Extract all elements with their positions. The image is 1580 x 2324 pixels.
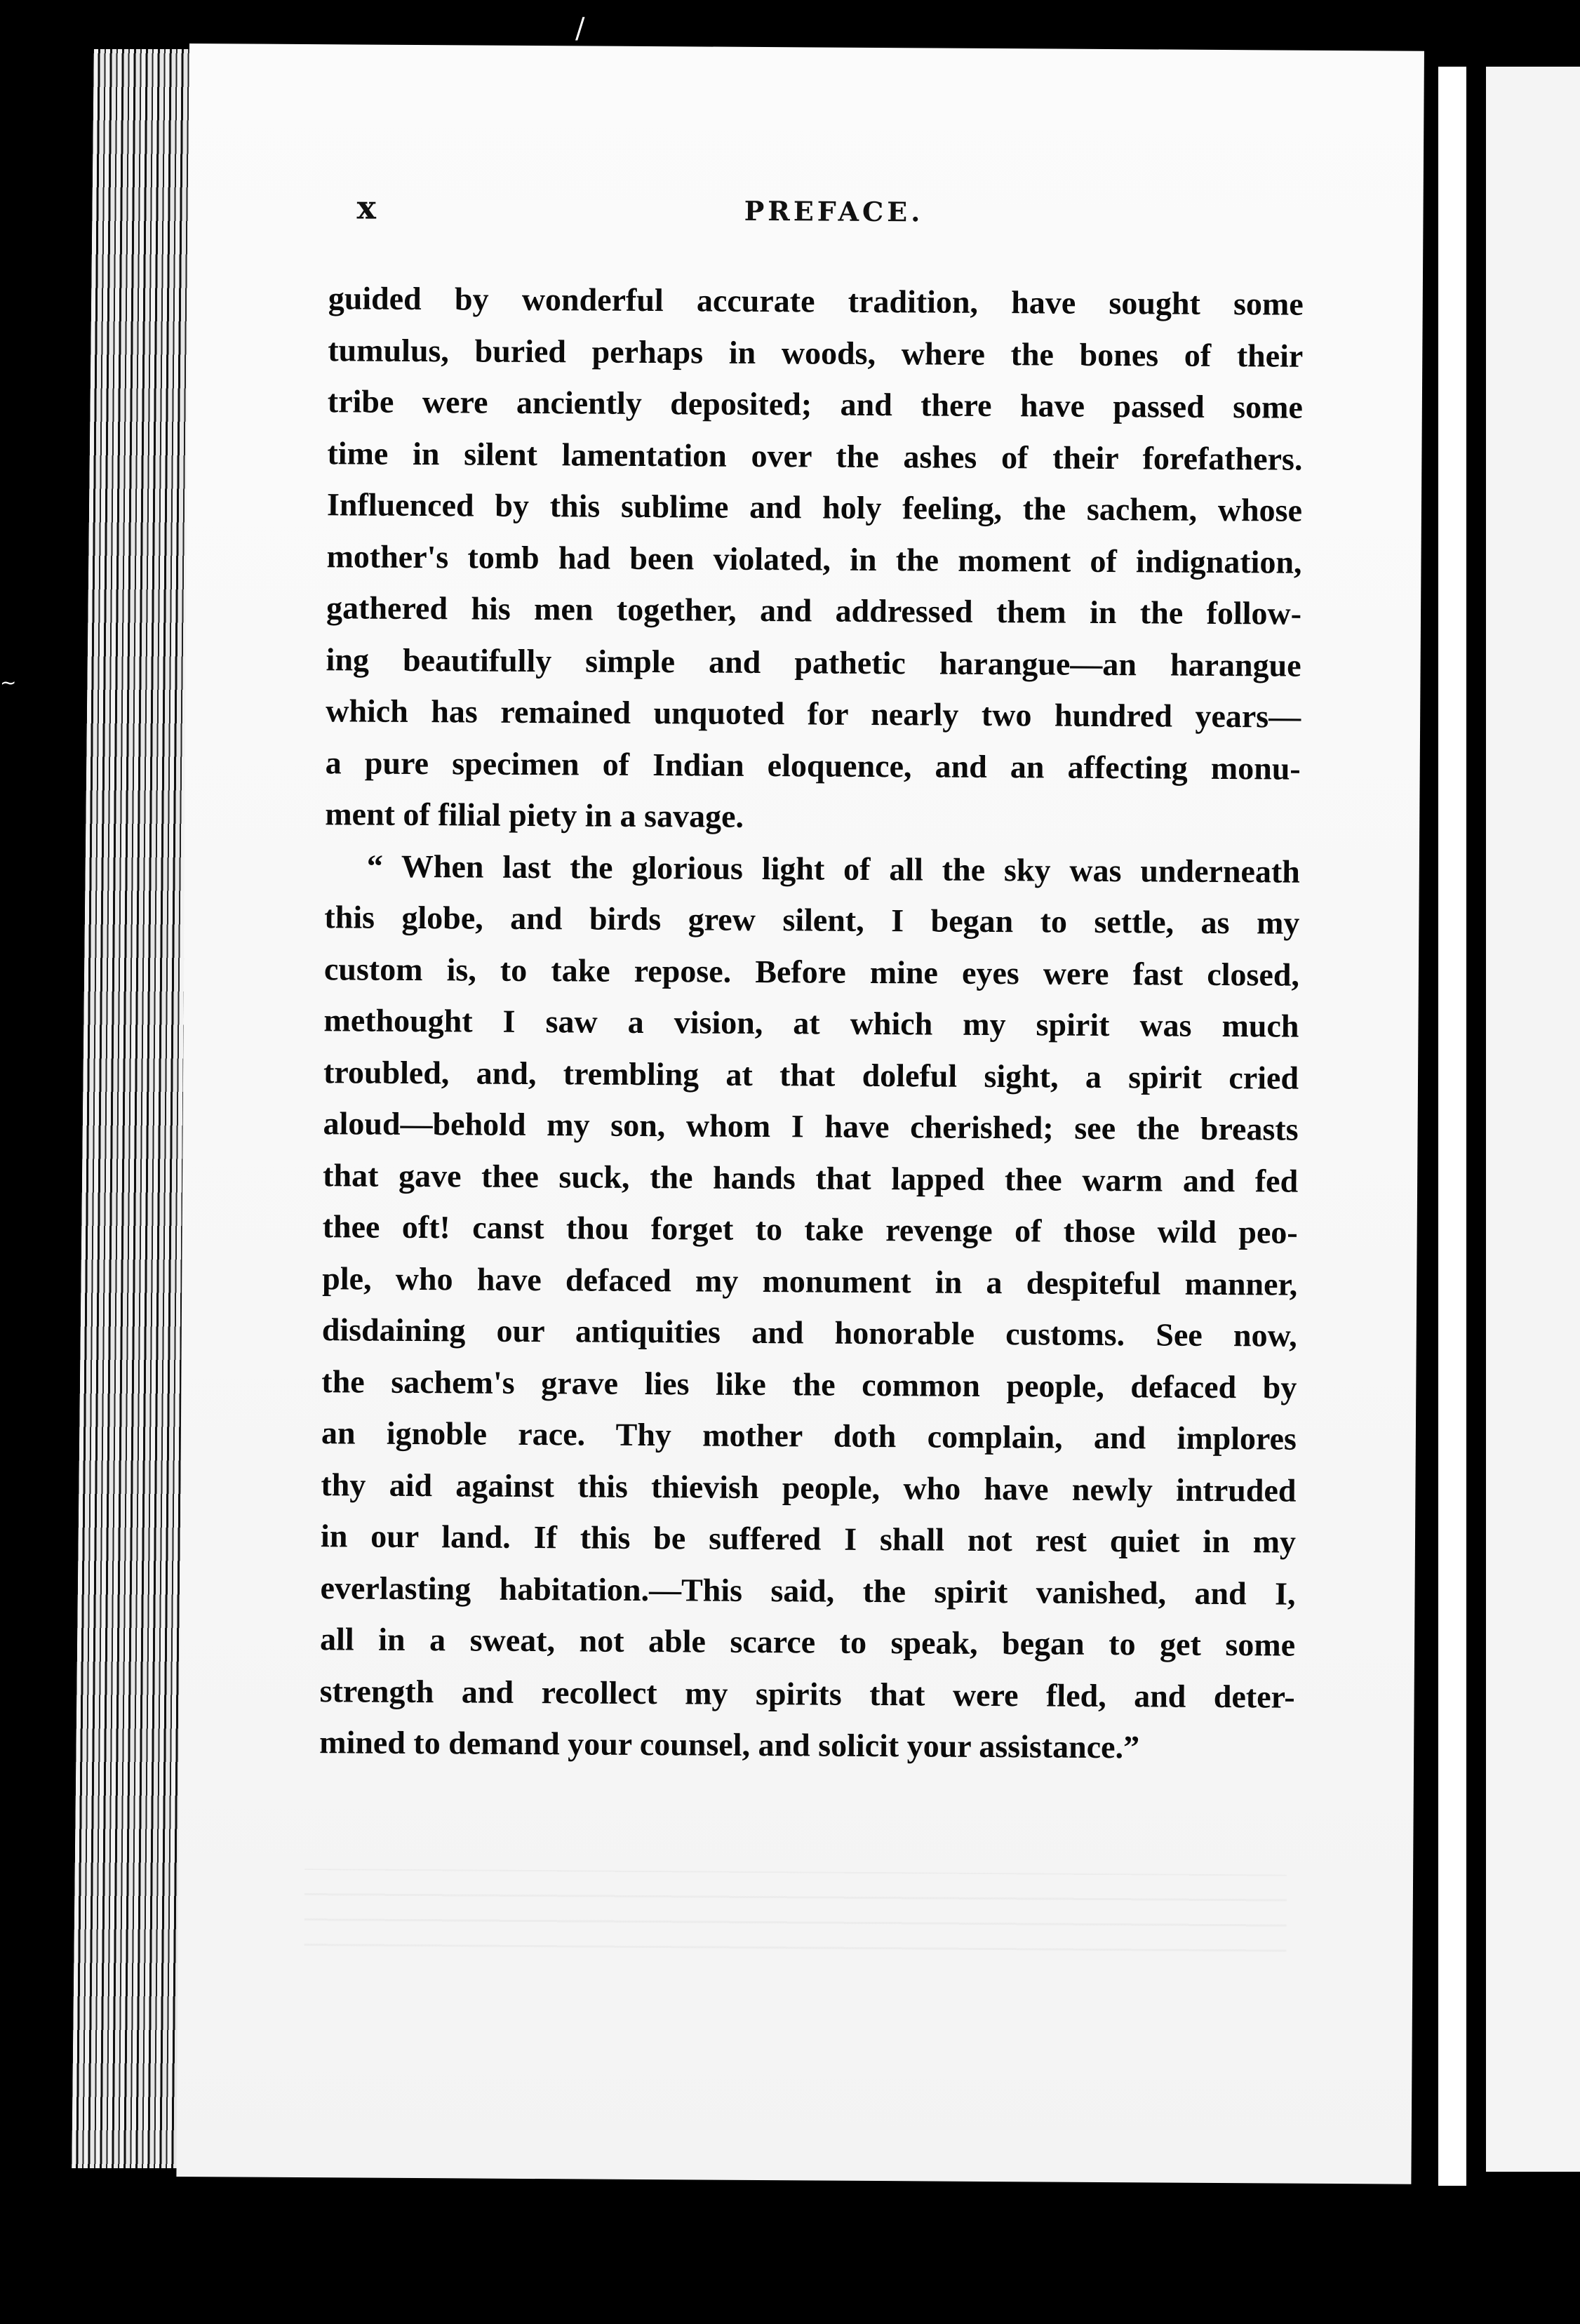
text-line: gathered his men together, and addressed them in the follow- (326, 589, 1302, 632)
page-number: x (356, 188, 377, 227)
text-line: “ When last the glorious light of all the sky was underneath (366, 848, 1300, 890)
text-line: troubled, and, trembling at that doleful sight, a spirit cried (323, 1053, 1299, 1096)
margin-smudge: ~ (0, 671, 17, 694)
text-line: time in silent lamentation over the ashes of their forefathers. (327, 434, 1303, 477)
text-line: Influenced by this sublime and holy feeling, the sachem, whose (326, 486, 1303, 528)
text-line: everlasting habitation.—This said, the spirit vanished, and I, (320, 1569, 1296, 1612)
text-line: thy aid against this thievish people, who have newly intruded (321, 1466, 1297, 1509)
text-line: methought I saw a vision, at which my spirit was much (323, 1002, 1299, 1044)
text-line: guided by wonderful accurate tradition, have sought some (328, 280, 1304, 322)
text-line: all in a sweat, not able scarce to speak, began to get some (319, 1621, 1296, 1663)
text-line: mined to demand your counsel, and solicit your assistance.” (319, 1724, 1140, 1765)
text-line: tumulus, buried perhaps in woods, where the bones of their (328, 331, 1304, 374)
corner-mark: / (575, 13, 585, 45)
text-line: disdaining our antiquities and honorable customs. See now, (321, 1311, 1297, 1354)
body-text (319, 272, 1304, 1774)
show-through-text (304, 1869, 1287, 1952)
running-head (356, 188, 1311, 236)
text-line: ple, who have defaced my monument in a despiteful manner, (322, 1260, 1298, 1302)
text-line: in our land. If this be suffered I shall not rest quiet in my (320, 1518, 1297, 1560)
text-line: an ignoble race. Thy mother doth complain, and implores (321, 1415, 1297, 1457)
text-line: aloud—behold my son, whom I have cherished; see the breasts (323, 1105, 1299, 1147)
text-line: a pure specimen of Indian eloquence, and an affecting monu- (325, 744, 1301, 787)
facing-page-strip (1486, 67, 1580, 2172)
text-line: thee oft! canst thou forget to take revenge of those wild peo- (322, 1208, 1298, 1250)
text-line: that gave thee suck, the hands that lapped thee warm and fed (322, 1156, 1299, 1199)
page-title: PREFACE. (744, 194, 924, 228)
book-page (176, 44, 1424, 2184)
text-line: this globe, and birds grew silent, I began to settle, as my (324, 899, 1300, 941)
text-line: strength and recollect my spirits that were fled, and deter- (319, 1672, 1295, 1715)
text-line: custom is, to take repose. Before mine eyes were fast closed, (323, 950, 1300, 993)
text-line: the sachem's grave lies like the common people, defaced by (321, 1363, 1297, 1405)
facing-page-edge (1438, 67, 1466, 2186)
text-line: tribe were anciently deposited; and there have passed some (327, 383, 1304, 425)
text-line: ment of filial piety in a savage. (325, 796, 744, 834)
text-line: ing beautifully simple and pathetic harangue—an harangue (326, 641, 1301, 683)
text-line: which has remained unquoted for nearly two hundred years— (326, 693, 1301, 735)
text-line: mother's tomb had been violated, in the moment of indignation, (326, 537, 1302, 580)
